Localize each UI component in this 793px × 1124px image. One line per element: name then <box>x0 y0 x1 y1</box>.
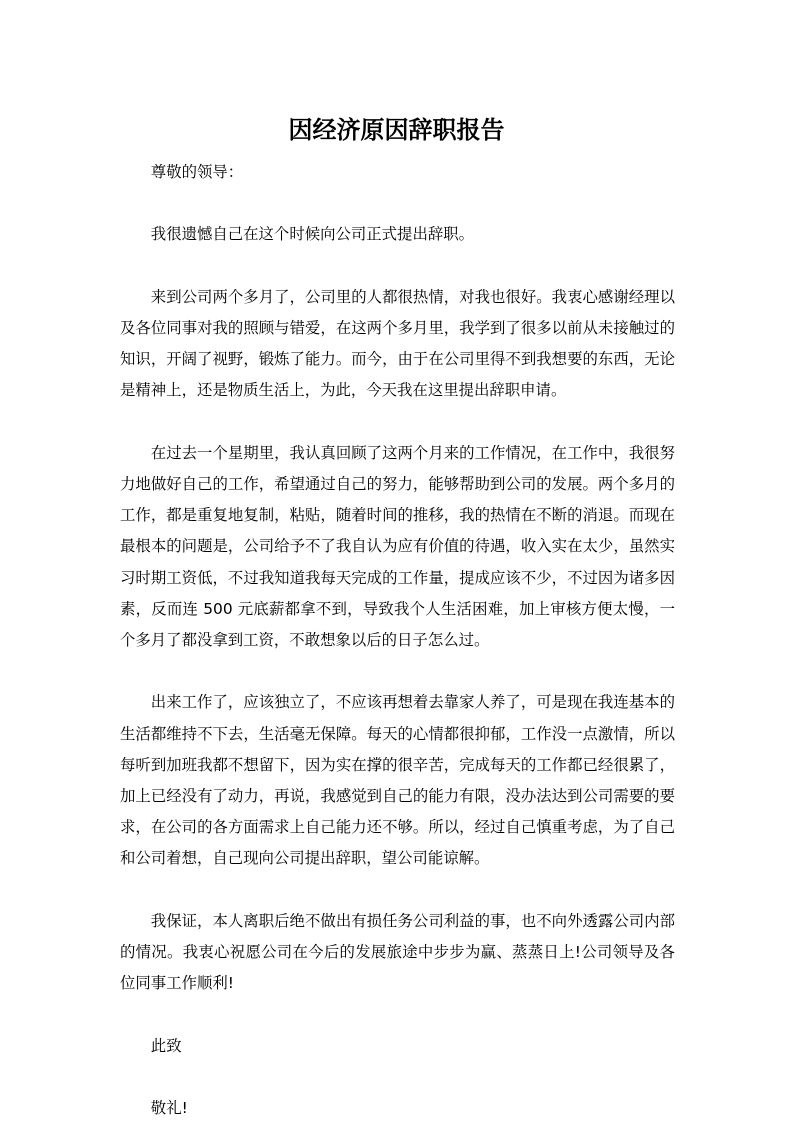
document-title: 因经济原因辞职报告 <box>288 116 505 144</box>
paragraph-gap <box>120 1062 675 1093</box>
paragraph-gap <box>120 656 675 687</box>
paragraph: 来到公司两个多月了，公司里的人都很热情，对我也很好。我衷心感谢经理以及各位同事对我的照顾与错爱，在这两个多月里，我学到了很多以前从未接触过的知识，开阔了视野，锻炼了能力。而今，由于在公司里得不到我想要的东西，无论是精神上，还是物质生活上，为此，今天我在这里提出辞职申请。 <box>120 287 675 400</box>
closing-line: 此致 <box>150 1036 182 1055</box>
document-body <box>120 157 675 1124</box>
paragraph: 在过去一个星期里，我认真回顾了这两个月来的工作情况，在工作中，我很努力地做好自己的工作，希望通过自己的努力，能够帮助到公司的发展。两个多月的工作，都是重复地复制，粘贴，随着时间的推移，我的热情在不断的消退。而现在最根本的问题是，公司给予不了我自认为应有价值的待遇，收入实在太少，虽然实习时期工资低，不过我知道我每天完成的工作量，提成应该不少，不过因为诸多因素，反而连 500 元底薪都拿不到，导致我个人生活困难，加上审核方便太慢，一个多月了都没拿到工资，不敢想象以后的日子怎么过。 <box>120 443 675 649</box>
paragraph-gap <box>120 407 675 438</box>
paragraph-gap <box>120 875 675 906</box>
paragraph: 我保证，本人离职后绝不做出有损任务公司利益的事，也不向外透露公司内部的情况。我衷心祝愿公司在今后的发展旅途中步步为赢、蒸蒸日上!公司领导及各位同事工作顺利! <box>120 911 675 993</box>
paragraph-gap <box>120 251 675 282</box>
paragraph-gap <box>120 999 675 1030</box>
salutation: 尊敬的领导： <box>150 163 244 181</box>
paragraph: 出来工作了，应该独立了，不应该再想着去靠家人养了，可是现在我连基本的生活都维持不下去，生活毫无保障。每天的心情都很抑郁，工作没一点激情，所以每听到加班我都不想留下，因为实在撑的很辛苦，完成每天的工作都已经很累了，加上已经没有了动力，再说，我感觉到自己的能力有限，没办法达到公司需要的要求，在公司的各方面需求上自己能力还不够。所以，经过自己慎重考虑，为了自己和公司着想，自己现向公司提出辞职，望公司能谅解。 <box>120 693 675 868</box>
paragraph: 我很遗憾自己在这个时候向公司正式提出辞职。 <box>150 225 475 244</box>
closing-salute: 敬礼! <box>150 1098 188 1117</box>
paragraph-gap <box>120 188 675 219</box>
